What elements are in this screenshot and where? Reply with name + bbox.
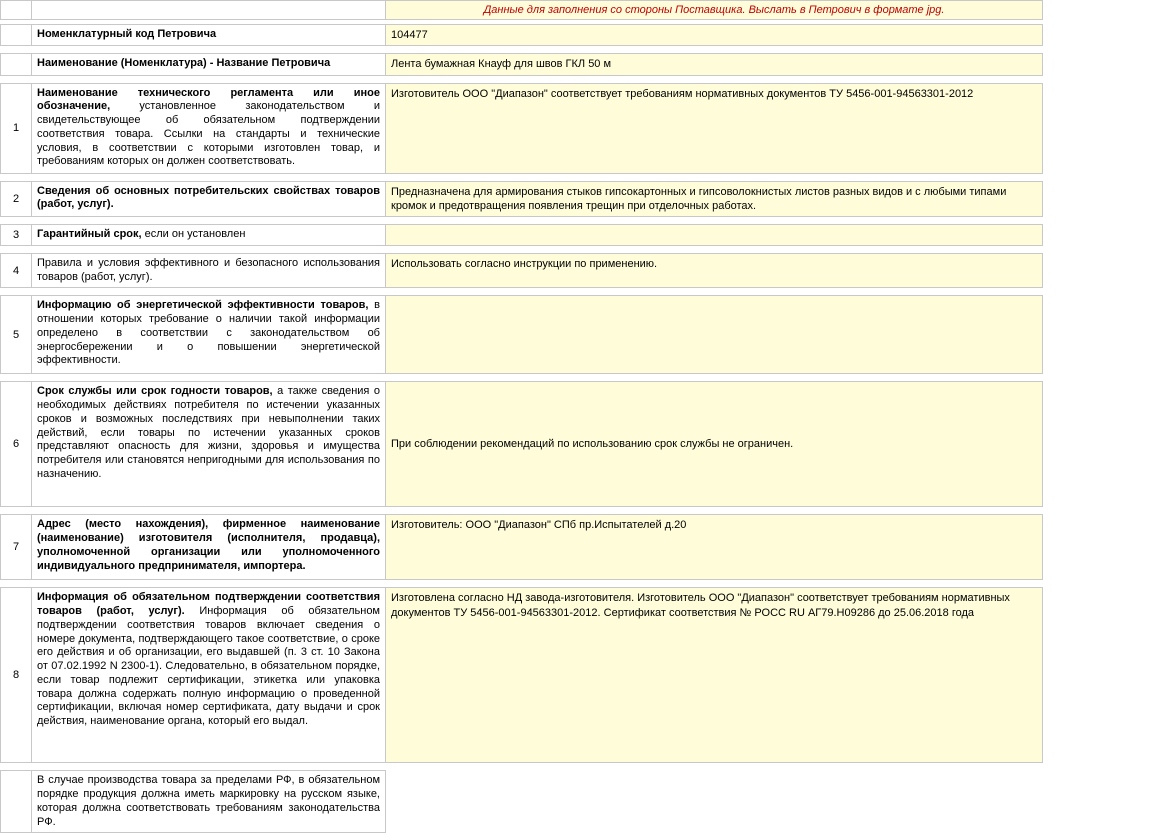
spacer-row [1,374,1152,382]
spacer-cell [32,173,386,181]
spacer-cell [32,288,386,296]
spacer-cell [1,580,32,588]
row-number-cell: 2 [1,181,32,217]
spacer-cell [1,46,32,54]
spacer-row [1,288,1152,296]
field-label-consumer-properties [32,181,386,217]
spacer-cell [32,580,386,588]
tail-cell [1043,515,1152,580]
spacer-cell [32,374,386,382]
field-label-bold: Срок службы или срок годности товаров, [37,385,273,397]
table-row-5 [1,296,1152,374]
field-value-conformity-confirmation[interactable]: Изготовлена согласно НД завода-изготовителя. Изготовитель ООО "Диапазон" соответствует требованиям нормативных документов ТУ 5456-001-94563301-2012. Сертификат соответствия № РОСС RU АГ79.Н09286 до 25.06.2018 года [386,588,1043,763]
spacer-cell [1,507,32,515]
table-row-4 [1,253,1152,288]
spacer-cell [1043,245,1152,253]
tail-cell [1043,253,1152,288]
field-label-rest: если он установлен [142,228,246,240]
field-label-bold: Гарантийный срок, [37,228,142,240]
row-number-cell: 7 [1,515,32,580]
tail-cell [1043,588,1152,763]
tail-cell [1043,296,1152,374]
field-label-rest: Информация об обязательном подтверждении соответствия товаров включает сведения о номере документа, подтверждающего такое соответствие, о сроке его действия и об организации, его выдавшей (п. 3 ст. 10 Закона от 07.02.1992 N 2300-1). Следовательно, в обязательном порядке, если товар подлежит сертификации, этикетка или упаковка товара должна содержать полную информацию о проведенной сертификации, включая номер сертификата, дату выдачи и срок действия, наименование органа, который его выдал. [37,605,380,727]
spacer-cell [1,217,32,225]
field-label-product-name [32,54,386,75]
spacer-cell [1043,173,1152,181]
spacer-cell [1,288,32,296]
spacer-cell [386,374,1043,382]
row-number-cell: 1 [1,83,32,173]
spacer-row [1,46,1152,54]
row-number-cell [1,1,32,20]
spacer-row [1,507,1152,515]
spacer-cell [386,580,1043,588]
tail-cell [1043,382,1152,507]
table-row-product-name [1,54,1152,75]
field-label-text: Наименование (Номенклатура) - Название Петровича [37,57,380,71]
tail-cell [1043,225,1152,246]
field-value-energy-efficiency[interactable] [386,296,1043,374]
field-label-manufacturer-address [32,515,386,580]
spacer-cell [32,763,386,771]
spacer-cell [386,245,1043,253]
spacer-cell [1043,763,1152,771]
spacer-row [1,75,1152,83]
field-value-product-name[interactable]: Лента бумажная Кнауф для швов ГКЛ 50 м [386,54,1043,75]
tail-cell [1043,83,1152,173]
field-label-rest: Правила и условия эффективного и безопасного использования товаров (работ, услуг). [37,257,380,283]
field-label-service-life [32,382,386,507]
spacer-cell [1043,217,1152,225]
spacer-cell [32,217,386,225]
field-label-bold: Адрес (место нахождения), фирменное наименование (наименование) изготовителя (исполнителя, продавца), уполномоченной организации или уполномоченного индивидуального предпринимателя, импортера. [37,518,380,571]
supplier-notice-text: Данные для заполнения со стороны Поставщика. Выслать в Петрович в формате jpg. [386,1,1042,19]
field-label-usage-rules [32,253,386,288]
field-value-usage-rules[interactable]: Использовать согласно инструкции по применению. [386,253,1043,288]
field-value-foreign-production [386,771,1043,833]
spacer-cell [1,245,32,253]
spacer-cell [32,46,386,54]
field-value-nomenclature-code[interactable]: 104477 [386,25,1043,46]
tail-cell [1043,1,1152,20]
spacer-cell [1043,580,1152,588]
spacer-cell [386,288,1043,296]
spacer-cell [386,75,1043,83]
row-number-cell: 3 [1,225,32,246]
table-row-7 [1,515,1152,580]
field-label-warranty-period [32,225,386,246]
table-row-3 [1,225,1152,246]
spacer-cell [1043,288,1152,296]
spacer-row [1,245,1152,253]
tail-cell [1043,771,1152,833]
field-label-conformity-confirmation [32,588,386,763]
field-value-consumer-properties[interactable]: Предназначена для армирования стыков гипсокартонных и гипсоволокнистых листов разных видов и с любыми типами кромок и предотвращения появления трещин при отделочных работах. [386,181,1043,217]
field-label-bold: Сведения об основных потребительских свойствах товаров (работ, услуг). [37,185,380,211]
field-label-rest: В случае производства товара за пределами РФ, в обязательном порядке продукция должна иметь маркировку на русском языке, которая должна соответствовать требованиям законодательства РФ. [37,774,380,827]
row-number-cell: 8 [1,588,32,763]
field-label-text: Номенклатурный код Петровича [37,28,380,42]
spacer-cell [1,374,32,382]
row-number-cell: 6 [1,382,32,507]
field-label-bold: Информацию об энергетической эффективности товаров, [37,299,368,311]
field-value-manufacturer-address[interactable]: Изготовитель: ООО "Диапазон" СПб пр.Испытателей д.20 [386,515,1043,580]
row-number-cell: 4 [1,253,32,288]
spacer-cell [1043,507,1152,515]
spacer-cell [386,173,1043,181]
spacer-row [1,217,1152,225]
row-number-cell [1,54,32,75]
spacer-cell [1043,75,1152,83]
spacer-cell [32,507,386,515]
row-number-cell [1,25,32,46]
spacer-cell [386,46,1043,54]
spacer-cell [1,763,32,771]
row-number-cell [1,771,32,833]
table-row-2 [1,181,1152,217]
tail-cell [1043,25,1152,46]
field-label-energy-efficiency [32,296,386,374]
spacer-row [1,173,1152,181]
field-label-bold: Наименование технического регламента или иное обозначение, [37,87,380,113]
spacer-cell [386,507,1043,515]
table-row-8 [1,588,1152,763]
field-value-warranty-period[interactable] [386,225,1043,246]
table-row-notice [1,1,1152,20]
field-label-foreign-production [32,771,386,833]
spacer-cell [1,173,32,181]
supplier-notice-cell [386,1,1043,20]
table-row-nomenclature-code [1,25,1152,46]
spacer-cell [1043,374,1152,382]
field-label-nomenclature-code [32,25,386,46]
spacer-row [1,763,1152,771]
tail-cell [1043,54,1152,75]
spacer-cell [1043,46,1152,54]
spacer-cell [32,75,386,83]
spacer-cell [32,245,386,253]
field-label-rest: а также сведения о необходимых действиях потребителя по истечении указанных сроков и возможных последствиях при невыполнении таких действий, если товары по истечении указанных сроков представляют опасность для жизни, здоровья и имущества потребителя или становятся непригодными для использования по назначению. [37,385,380,480]
spacer-cell [1,75,32,83]
table-row-foreign-production [1,771,1152,833]
field-value-service-life[interactable]: При соблюдении рекомендаций по использованию срок службы не ограничен. [386,382,1043,507]
spacer-row [1,580,1152,588]
field-value-technical-regulation[interactable]: Изготовитель ООО "Диапазон" соответствует требованиям нормативных документов ТУ 5456-001-94563301-2012 [386,83,1043,173]
table-row-1 [1,83,1152,173]
table-row-6 [1,382,1152,507]
field-label-rest: в отношении которых требование о наличии такой информации определено в соответствии с законодательством об энергосбережении и о повышении энергетической эффективности. [37,299,380,366]
field-label-bold: Информация об обязательном подтверждении соответствия товаров (работ, услуг). [37,591,380,617]
field-label-technical-regulation [32,83,386,173]
spacer-cell [386,763,1043,771]
spacer-cell [386,217,1043,225]
row-number-cell: 5 [1,296,32,374]
notice-left-cell [32,1,386,20]
field-label-rest: установленное законодательством и свидетельствующее об обязательном подтверждении соответствия товара. Ссылки на стандарты и технические условия, в соответствии с которыми изготовлен товар, и требованиям которых он должен соответствовать. [37,100,380,167]
tail-cell [1043,181,1152,217]
